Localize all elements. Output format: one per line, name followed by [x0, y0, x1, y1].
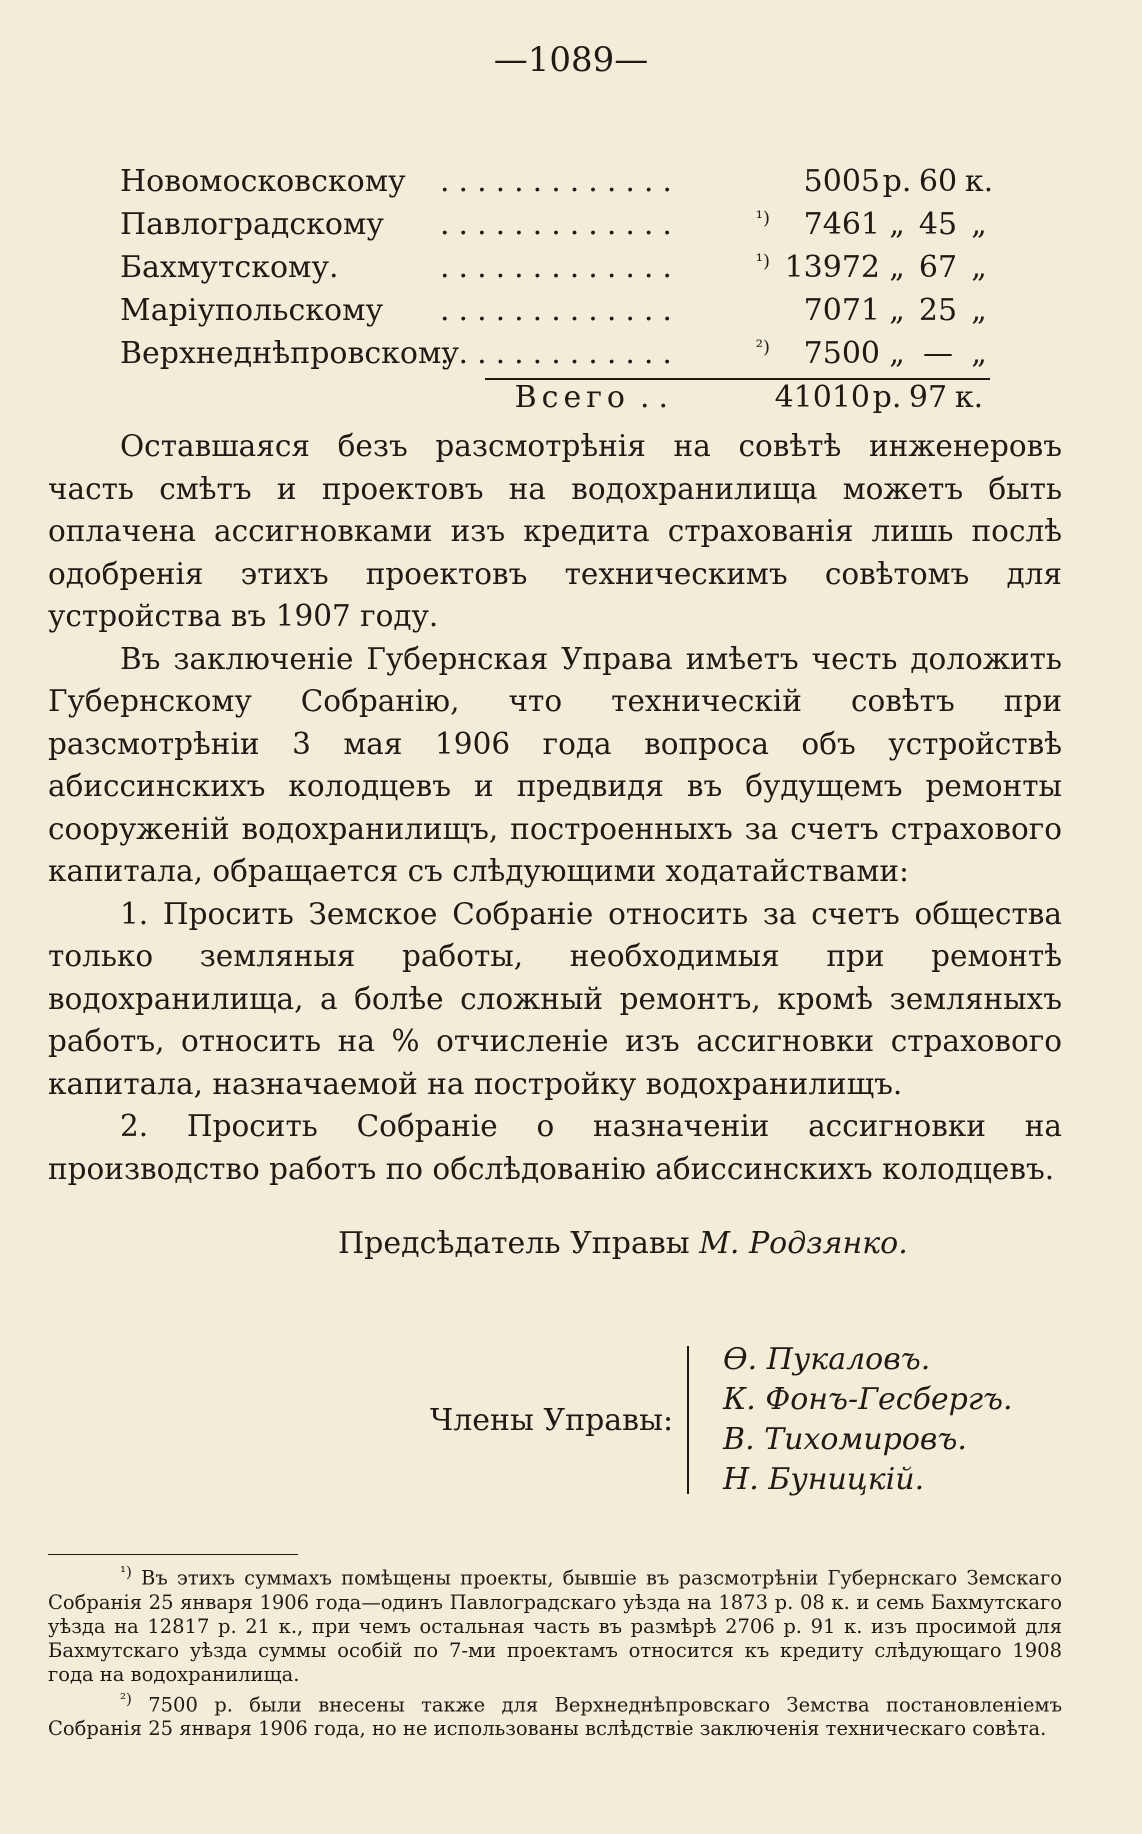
paragraph: Оставшаяся безъ разсмотрѣнія на совѣтѣ инженеровъ часть смѣтъ и проектовъ на водохранилища можетъ быть оплачена ассигновками изъ кредита страхованія лишь послѣ одобренія этихъ проектовъ техническимъ совѣтомъ для устройства въ 1907 году. — [48, 429, 1062, 633]
unit-kopecks: „ — [971, 293, 987, 328]
leader-dots: ............. — [440, 336, 681, 371]
footnote — [48, 1560, 1062, 1687]
board-members — [430, 1340, 1013, 1500]
member-name: Н. Буницкій. — [723, 1462, 925, 1497]
total-label: Всего — [514, 380, 630, 415]
footnotes — [48, 1560, 1062, 1741]
paragraph: Въ заключеніе Губернская Управа имѣетъ честь доложить Губернскому Собранію, что техническій совѣтъ при разсмотрѣніи 3 мая 1906 года вопроса объ устройствѣ абиссинскихъ колодцевъ и предвидя въ будущемъ ремонты сооруженій водохранилищъ, построенныхъ за счетъ страхового капитала, обращается съ слѣдующими ходатайствами: — [48, 641, 1062, 888]
total-amount: 41010 — [774, 380, 870, 415]
footnote-mark: ²) — [755, 337, 770, 358]
unit-kopecks: к. — [964, 164, 994, 199]
body-text — [48, 425, 1062, 1190]
budget-table — [120, 164, 1000, 379]
district-name: Верхнеднѣпровскому — [120, 336, 459, 371]
unit-kopecks: „ — [971, 207, 987, 242]
footnote-mark: ¹) — [120, 1563, 132, 1581]
page-number: —1089— — [493, 40, 649, 80]
chairman-signature — [338, 1226, 908, 1261]
members-list — [723, 1340, 1013, 1500]
unit-kopecks: „ — [971, 250, 987, 285]
amount-rubles: 7071 — [803, 293, 880, 328]
unit-kopecks: „ — [971, 336, 987, 371]
leader-dots: ............. — [440, 250, 681, 285]
district-name: Новомосковскому — [120, 164, 406, 199]
amount-rubles: 13972 — [784, 250, 880, 285]
amount-rubles: 7461 — [803, 207, 880, 242]
signature-label: Предсѣдатель Управы — [338, 1226, 690, 1261]
amount-kopecks: — — [923, 336, 953, 371]
district-name: Бахмутскому. — [120, 250, 339, 285]
signature-name: М. Родзянко. — [699, 1226, 908, 1261]
unit-rubles: „ — [889, 293, 905, 328]
footnote-text: Въ этихъ суммахъ помѣщены проекты, бывшіе въ разсмотрѣніи Губернскаго Земскаго Собранія 25 января 1906 года—одинъ Павлоградскаго уѣзда на 1873 р. 08 к. и семь Бахмутскаго уѣзда на 12817 р. 21 к., при чемъ остальная часть въ размѣрѣ 2706 р. 91 к. изъ просимой для Бахмутскаго уѣзда суммы особій по 7-ми проектамъ относится къ кредиту слѣдующаго 1908 года на водохранилища. — [48, 1566, 1062, 1686]
table-row — [120, 336, 1000, 379]
member-name: К. Фонъ-Гесбергъ. — [723, 1382, 1013, 1417]
leader-dots: ............. — [440, 293, 681, 328]
amount-kopecks: 25 — [918, 293, 958, 328]
total-kopecks: 97 — [908, 380, 948, 415]
footnote-mark: ¹) — [755, 208, 770, 229]
district-name: Маріупольскому — [120, 293, 384, 328]
footnote-divider — [48, 1554, 298, 1555]
paragraph: 1. Просить Земское Собраніе относить за счетъ общества только земляныя работы, необходимыя при ремонтѣ водохранилища, а болѣе сложный ремонтъ, кромѣ земляныхъ работъ, относить на % отчисленіе изъ ассигновки страхового капитала, назначаемой на постройку водохранилищъ. — [48, 896, 1062, 1101]
leader-dots: .. — [640, 380, 678, 415]
brace — [687, 1346, 703, 1494]
members-label: Члены Управы: — [430, 1402, 674, 1438]
table-row — [120, 207, 1000, 250]
paragraph: 2. Просить Собраніе о назначеніи ассигновки на производство работъ по обслѣдованію абиссинскихъ колодцевъ. — [48, 1109, 1062, 1186]
table-row — [120, 293, 1000, 336]
district-name: Павлоградскому — [120, 207, 384, 242]
footnote-mark: ¹) — [755, 251, 770, 272]
footnote-mark: ²) — [120, 1689, 132, 1708]
unit-rubles: р. — [872, 380, 902, 415]
member-name: Ѳ. Пукаловъ. — [723, 1342, 931, 1377]
unit-rubles: „ — [889, 250, 905, 285]
footnote — [48, 1687, 1062, 1742]
unit-rubles: „ — [889, 336, 905, 371]
total-row — [120, 380, 1000, 423]
leader-dots: ............. — [440, 207, 681, 242]
unit-rubles: р. — [882, 164, 912, 199]
table-row — [120, 250, 1000, 293]
amount-rubles: 5005 — [803, 164, 880, 199]
amount-rubles: 7500 — [803, 336, 880, 371]
unit-rubles: „ — [889, 207, 905, 242]
table-row — [120, 164, 1000, 207]
leader-dots: ............. — [440, 164, 681, 199]
footnote-text: 7500 р. были внесены также для Верхнеднѣпровскаго Земства постановленіемъ Собранія 25 января 1906 года, но не использованы вслѣдствіе заключенія техническаго совѣта. — [48, 1693, 1063, 1740]
amount-kopecks: 45 — [918, 207, 958, 242]
amount-kopecks: 60 — [918, 164, 958, 199]
amount-kopecks: 67 — [918, 250, 958, 285]
unit-kopecks: к. — [954, 380, 984, 415]
member-name: В. Тихомировъ. — [723, 1422, 967, 1457]
